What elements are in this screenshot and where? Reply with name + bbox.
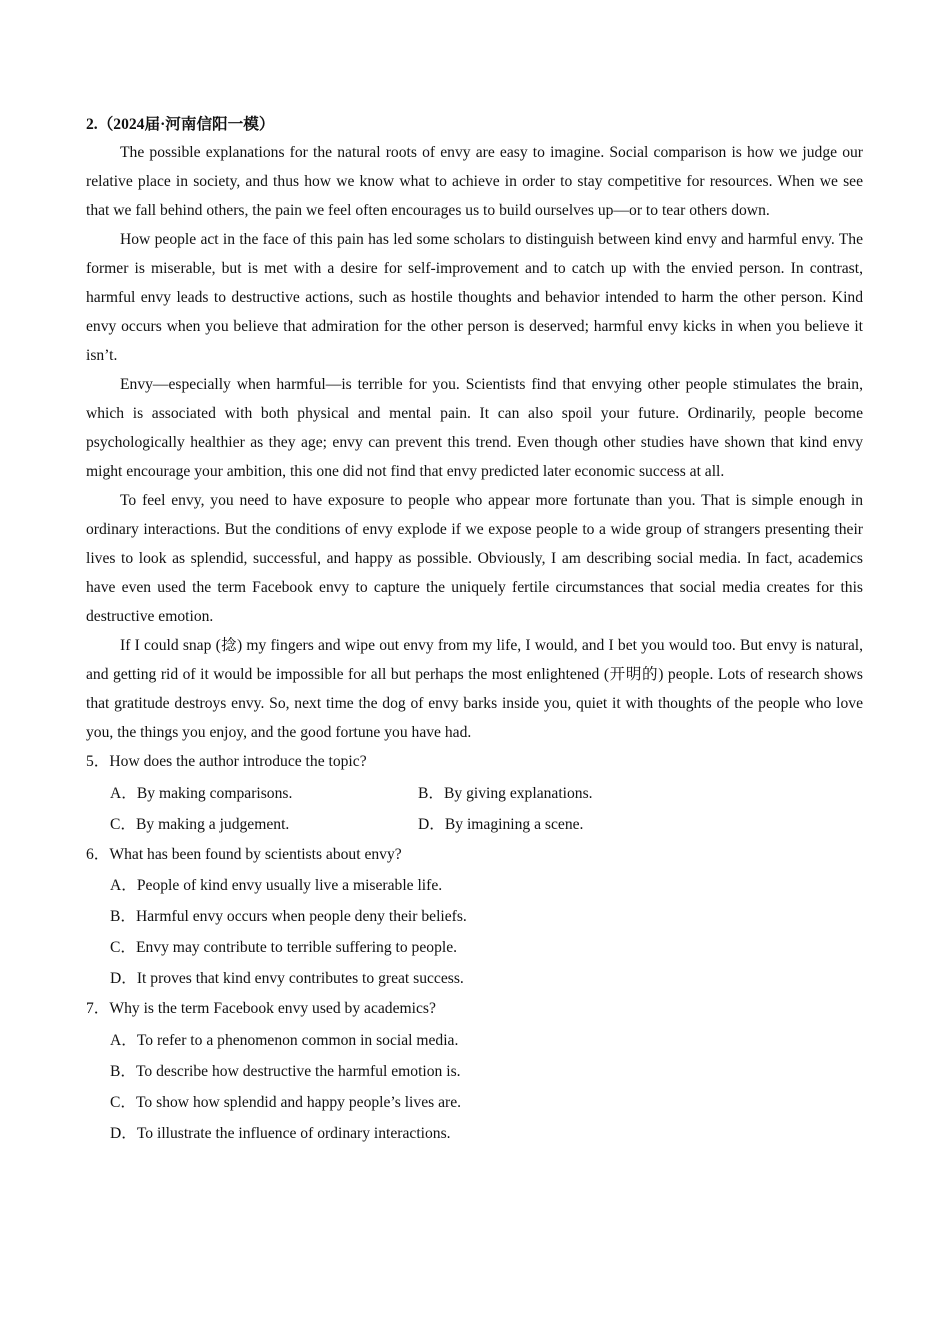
passage-paragraph: To feel envy, you need to have exposure to people who appear more fortunate than you. That is simple enough in ordinary interactions. But the conditions of envy explode if we expose people to a wide group of strangers presenting their lives to look as splendid, successful, and happy as possible. Obviously, I am describing social media. In fact, academics have even used the term Facebook envy to capture the uniquely fertile circumstances that social media creates for this destructive emotion.	[86, 492, 863, 625]
option-d: D．To illustrate the influence of ordinary interactions.	[110, 1124, 451, 1142]
option-b: B．To describe how destructive the harmful emotion is.	[110, 1062, 461, 1080]
passage-paragraph: The possible explanations for the natural roots of envy are easy to imagine. Social comparison is how we judge our relative place in society, and thus how we know what to achieve in order to stay competitive for resources. When we see that we fall behind others, the pain we feel often encourages us to build ourselves up—or to tear others down.	[86, 144, 863, 219]
question-heading: 2.（2024届·河南信阳一模）	[86, 116, 275, 133]
option-d: D．It proves that kind envy contributes to great success.	[110, 970, 464, 987]
question-stem: 5．How does the author introduce the topic?	[86, 753, 367, 770]
option-row	[86, 809, 863, 840]
option-a: A．People of kind envy usually live a miserable life.	[110, 877, 443, 894]
option-row	[86, 778, 863, 809]
question-stem: 7．Why is the term Facebook envy used by academics?	[86, 1000, 436, 1017]
option-c: C．Envy may contribute to terrible suffering to people.	[110, 939, 458, 956]
passage-paragraph: How people act in the face of this pain has led some scholars to distinguish between kind envy and harmful envy. The former is miserable, but is met with a desire for self-improvement and to catch up with the envied person. In contrast, harmful envy leads to destructive actions, such as hostile thoughts and behavior intended to harm the other person. Kind envy occurs when you believe that admiration for the other person is deserved; harmful envy kicks in when you believe it isn’t.	[86, 231, 863, 364]
question-stem: 6．What has been found by scientists about envy?	[86, 845, 402, 863]
option-a: A．To refer to a phenomenon common in social media.	[110, 1031, 459, 1049]
passage-paragraph: Envy—especially when harmful—is terrible for you. Scientists find that envying other people stimulates the brain, which is associated with both physical and mental pain. It can also spoil your future. Ordinarily, people become psychologically healthier as they age; envy can prevent this trend. Even though other studies have shown that kind envy might encourage your ambition, this one did not find that envy predicted later economic success at all.	[86, 376, 863, 480]
question-6	[86, 840, 863, 995]
option-b: B．By giving explanations.	[418, 784, 593, 802]
question-5	[86, 747, 863, 840]
question-7	[86, 994, 863, 1149]
option-d: D．By imagining a scene.	[418, 815, 584, 833]
option-c: C．To show how splendid and happy people’s lives are.	[110, 1093, 462, 1111]
passage-paragraph: If I could snap (捻) my fingers and wipe out envy from my life, I would, and I bet you would too. But envy is natural, and getting rid of it would be impossible for all but perhaps the most enlightened (开明的) people. Lots of research shows that gratitude destroys envy. So, next time the dog of envy barks inside you, quiet it with thoughts of the people who love you, the things you enjoy, and the good fortune you have had.	[86, 637, 863, 741]
option-a: A．By making comparisons.	[110, 784, 293, 802]
document-content	[86, 112, 863, 1149]
option-b: B．Harmful envy occurs when people deny their beliefs.	[110, 908, 467, 925]
option-c: C．By making a judgement.	[110, 815, 290, 833]
